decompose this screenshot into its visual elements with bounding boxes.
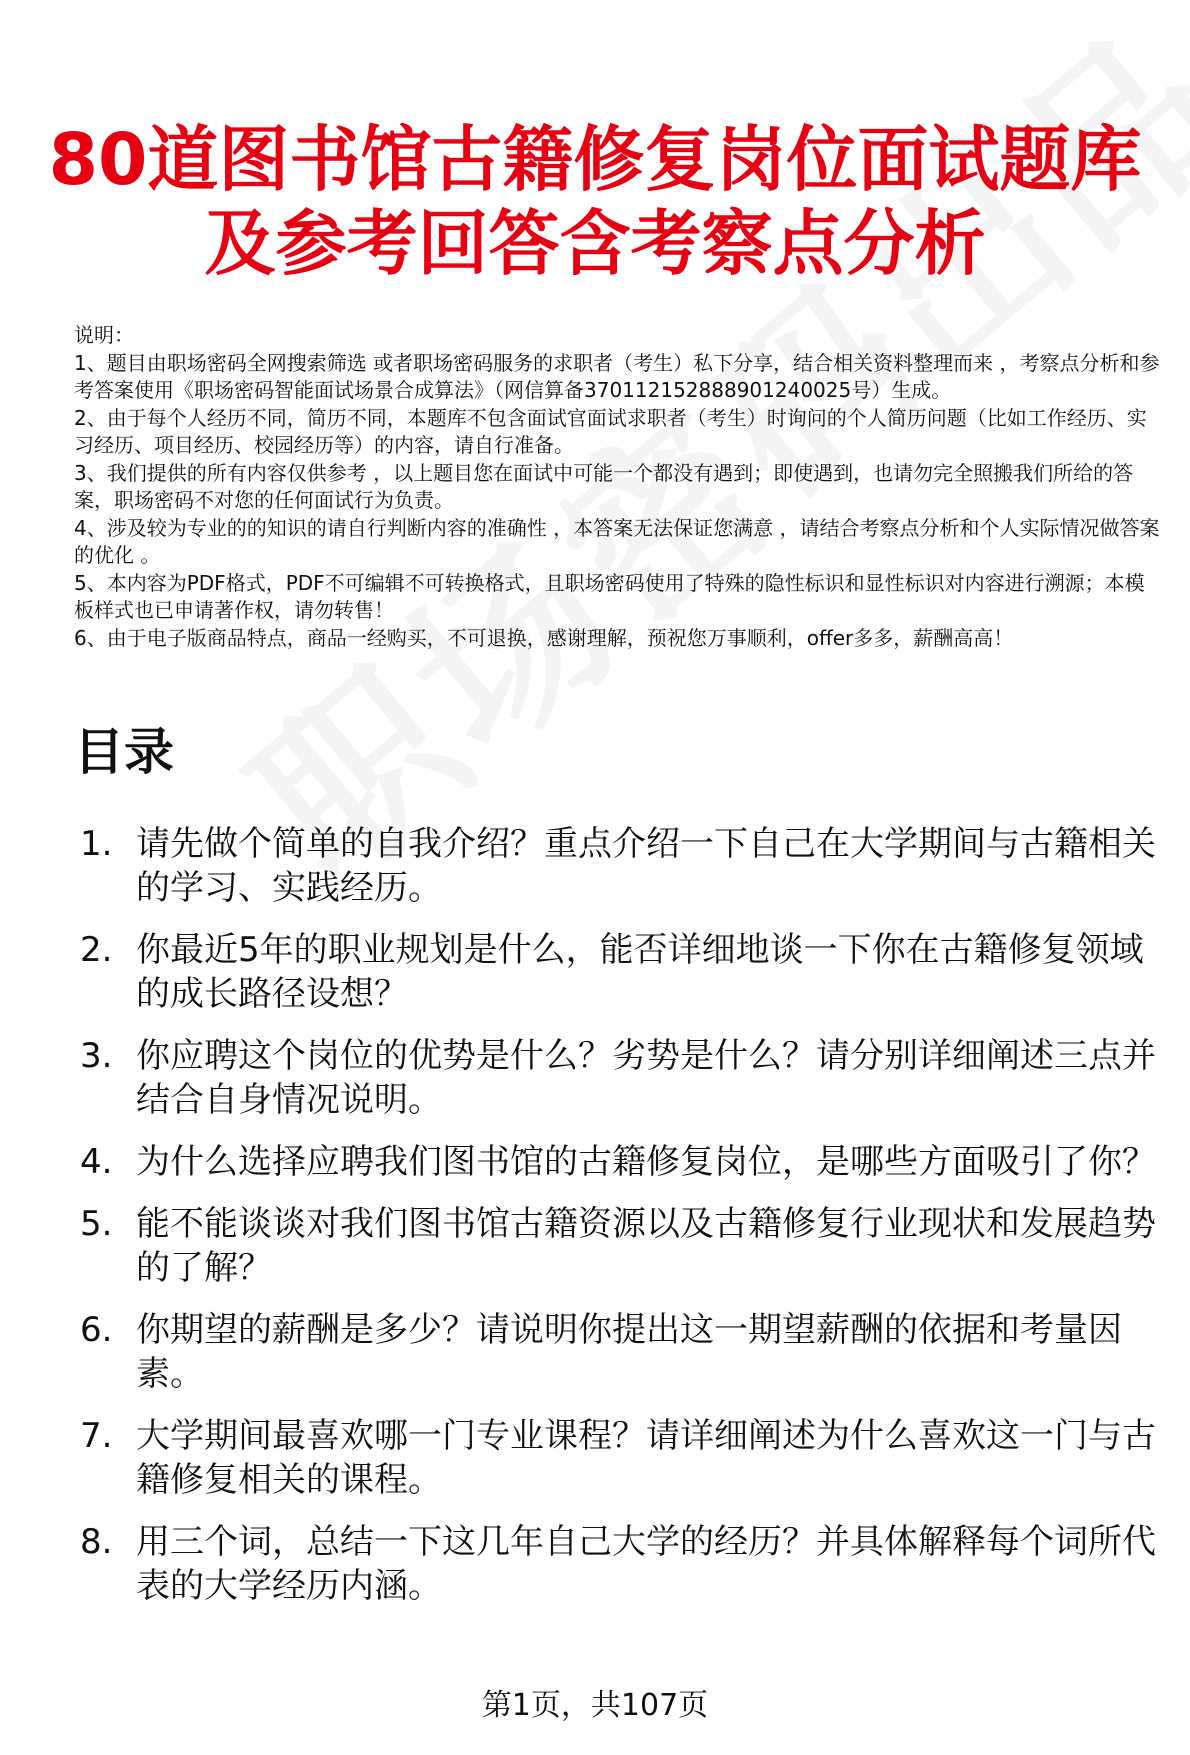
toc-item-number: 7.	[80, 1416, 113, 1456]
toc-item-text: 你期望的薪酬是多少？请说明你提出这一期望薪酬的依据和考量因素。	[136, 1310, 1122, 1394]
toc-item-number: 8.	[80, 1522, 113, 1562]
title-line-2: 及参考回答含考察点分析	[204, 202, 986, 285]
toc-item-text: 请先做个简单的自我介绍？重点介绍一下自己在大学期间与古籍相关的学习、实践经历。	[136, 824, 1156, 908]
toc-item-text: 大学期间最喜欢哪一门专业课程？请详细阐述为什么喜欢这一门与古籍修复相关的课程。	[136, 1416, 1156, 1500]
title-line-1: 80道图书馆古籍修复岗位面试题库	[48, 118, 1142, 201]
toc-item-text: 你最近5年的职业规划是什么，能否详细地谈一下你在古籍修复领域的成长路径设想？	[136, 930, 1144, 1014]
toc-item[interactable]	[74, 1034, 1164, 1122]
toc-item-number: 2.	[80, 930, 113, 970]
toc-item-number: 4.	[80, 1142, 113, 1182]
toc-item[interactable]	[74, 1414, 1164, 1502]
note-item: 6、由于电子版商品特点，商品一经购买，不可退换，感谢理解，预祝您万事顺利，offer多多，薪酬高高！	[74, 625, 1014, 650]
note-item: 3、我们提供的所有内容仅供参考 ，以上题目您在面试中可能一个都没有遇到；即使遇到，也请勿完全照搬我们所给的答案，职场密码不对您的任何面试行为负责。	[74, 460, 1134, 512]
toc-item[interactable]	[74, 1202, 1164, 1290]
toc-item[interactable]	[74, 1140, 1164, 1184]
notes-heading: 说明：	[74, 323, 134, 347]
toc-item[interactable]	[74, 822, 1164, 910]
note-item: 4、涉及较为专业的的知识的请自行判断内容的准确性 ，本答案无法保证您满意 ，请结合考察点分析和个人实际情况做答案的优化 。	[74, 515, 1160, 567]
toc-item-text: 能不能谈谈对我们图书馆古籍资源以及古籍修复行业现状和发展趋势的了解？	[136, 1204, 1156, 1288]
page-title	[0, 118, 1190, 286]
toc-item-text: 用三个词，总结一下这几年自己大学的经历？并具体解释每个词所代表的大学经历内涵。	[136, 1522, 1156, 1606]
toc-item-number: 6.	[80, 1310, 113, 1350]
toc-item[interactable]	[74, 1308, 1164, 1396]
note-item: 5、本内容为PDF格式，PDF不可编辑不可转换格式，且职场密码使用了特殊的隐性标识和显性标识对内容进行溯源；本模板样式也已申请著作权，请勿转售！	[74, 570, 1145, 622]
toc-heading: 目录	[74, 723, 174, 781]
toc-item-text: 你应聘这个岗位的优势是什么？劣势是什么？请分别详细阐述三点并结合自身情况说明。	[136, 1036, 1156, 1120]
note-item: 2、由于每个人经历不同，简历不同，本题库不包含面试官面试求职者（考生）时询问的个人简历问题（比如工作经历、实习经历、项目经历、校园经历等）的内容，请自行准备。	[74, 405, 1147, 457]
toc-list	[74, 822, 1164, 1626]
toc-item-number: 1.	[80, 824, 113, 864]
note-item: 1、题目由职场密码全网搜索筛选 或者职场密码服务的求职者（考生）私下分享，结合相关资料整理而来 ，考察点分析和参考答案使用《职场密码智能面试场景合成算法》（网信算备370112152888901240025号）生成。	[74, 350, 1160, 402]
toc-item[interactable]	[74, 928, 1164, 1016]
toc-item-number: 5.	[80, 1204, 113, 1244]
toc-item-number: 3.	[80, 1036, 113, 1076]
toc-item-text: 为什么选择应聘我们图书馆的古籍修复岗位，是哪些方面吸引了你？	[136, 1142, 1156, 1182]
notes-section	[74, 322, 1164, 652]
toc-item[interactable]	[74, 1520, 1164, 1608]
page-number: 第1页，共107页	[481, 1688, 709, 1723]
